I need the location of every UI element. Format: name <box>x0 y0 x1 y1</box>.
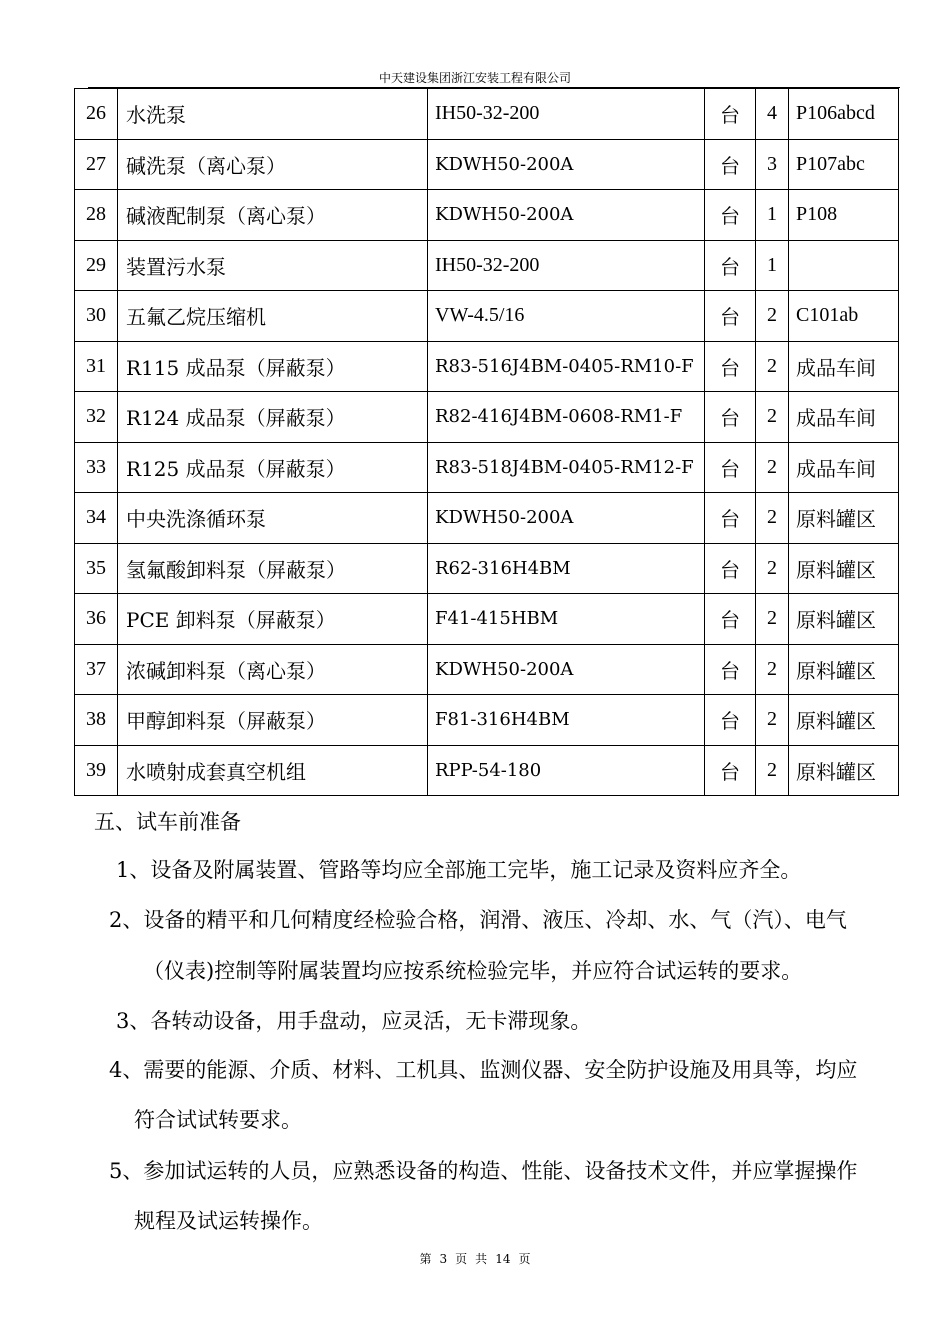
list-item-2-line1: 2、设备的精平和几何精度经检验合格，润滑、液压、冷却、水、气（汽）、电气 <box>109 908 847 932</box>
table-row <box>75 291 899 342</box>
equipment-unit: 台 <box>705 644 756 695</box>
equipment-qty: 2 <box>756 291 789 342</box>
total-pages: 14 <box>495 1252 511 1266</box>
table-row <box>75 139 899 190</box>
equipment-unit: 台 <box>705 139 756 190</box>
equipment-name: R125 成品泵（屏蔽泵） <box>118 442 428 493</box>
equipment-name: 中央洗涤循环泵 <box>118 493 428 544</box>
equipment-location: 原料罐区 <box>789 695 899 746</box>
equipment-unit: 台 <box>705 442 756 493</box>
equipment-name: 浓碱卸料泵（离心泵） <box>118 644 428 695</box>
list-item-5-line1: 5、参加试运转的人员，应熟悉设备的构造、性能、设备技术文件，并应掌握操作 <box>109 1159 858 1183</box>
table-row <box>75 594 899 645</box>
table-row <box>75 493 899 544</box>
footer-label-ye: 页 <box>455 1252 468 1266</box>
row-number: 31 <box>75 341 118 392</box>
equipment-name: R124 成品泵（屏蔽泵） <box>118 392 428 443</box>
equipment-location: P107abc <box>789 139 899 190</box>
equipment-location: 成品车间 <box>789 392 899 443</box>
equipment-unit: 台 <box>705 392 756 443</box>
equipment-name: 碱洗泵（离心泵） <box>118 139 428 190</box>
table-row <box>75 442 899 493</box>
equipment-qty: 2 <box>756 594 789 645</box>
equipment-qty: 2 <box>756 644 789 695</box>
equipment-name: 水洗泵 <box>118 89 428 140</box>
equipment-name: 碱液配制泵（离心泵） <box>118 190 428 241</box>
page-footer <box>0 1250 950 1267</box>
equipment-location: 原料罐区 <box>789 644 899 695</box>
equipment-model: KDWH50-200A <box>428 190 705 241</box>
equipment-qty: 4 <box>756 89 789 140</box>
equipment-location: 成品车间 <box>789 341 899 392</box>
equipment-location: 原料罐区 <box>789 493 899 544</box>
row-number: 39 <box>75 745 118 796</box>
row-number: 30 <box>75 291 118 342</box>
equipment-unit: 台 <box>705 341 756 392</box>
list-item-4-line1: 4、需要的能源、介质、材料、工机具、监测仪器、安全防护设施及用具等，均应 <box>109 1058 858 1082</box>
page-header: 中天建设集团浙江安装工程有限公司 <box>378 71 571 85</box>
list-item-5-line2: 规程及试运转操作。 <box>134 1209 323 1233</box>
equipment-name: 氢氟酸卸料泵（屏蔽泵） <box>118 543 428 594</box>
equipment-name: 水喷射成套真空机组 <box>118 745 428 796</box>
equipment-unit: 台 <box>705 594 756 645</box>
equipment-qty: 2 <box>756 442 789 493</box>
equipment-name: PCE 卸料泵（屏蔽泵） <box>118 594 428 645</box>
equipment-location: 成品车间 <box>789 442 899 493</box>
table-row <box>75 745 899 796</box>
equipment-qty: 2 <box>756 493 789 544</box>
equipment-unit: 台 <box>705 543 756 594</box>
equipment-unit: 台 <box>705 240 756 291</box>
row-number: 37 <box>75 644 118 695</box>
equipment-location: P106abcd <box>789 89 899 140</box>
equipment-location: C101ab <box>789 291 899 342</box>
equipment-qty: 2 <box>756 695 789 746</box>
list-item-4-line2: 符合试试转要求。 <box>134 1108 302 1132</box>
equipment-qty: 1 <box>756 240 789 291</box>
equipment-model: IH50-32-200 <box>428 89 705 140</box>
equipment-model: R83-518J4BM-0405-RM12-F <box>428 442 705 493</box>
row-number: 35 <box>75 543 118 594</box>
equipment-name: 甲醇卸料泵（屏蔽泵） <box>118 695 428 746</box>
equipment-unit: 台 <box>705 89 756 140</box>
equipment-qty: 2 <box>756 341 789 392</box>
table-row <box>75 392 899 443</box>
equipment-location: 原料罐区 <box>789 745 899 796</box>
equipment-model: KDWH50-200A <box>428 139 705 190</box>
equipment-location <box>789 240 899 291</box>
list-item-2-line2: （仪表)控制等附属装置均应按系统检验完毕，并应符合试运转的要求。 <box>143 959 803 983</box>
equipment-model: KDWH50-200A <box>428 493 705 544</box>
row-number: 32 <box>75 392 118 443</box>
list-item-1-line1: 1、设备及附属装置、管路等均应全部施工完毕，施工记录及资料应齐全。 <box>116 858 802 882</box>
row-number: 26 <box>75 89 118 140</box>
table-row <box>75 89 899 140</box>
row-number: 27 <box>75 139 118 190</box>
footer-label-di: 第 <box>419 1252 432 1266</box>
equipment-location: P108 <box>789 190 899 241</box>
equipment-unit: 台 <box>705 493 756 544</box>
equipment-model: R62-316H4BM <box>428 543 705 594</box>
equipment-model: VW-4.5/16 <box>428 291 705 342</box>
equipment-model: KDWH50-200A <box>428 644 705 695</box>
equipment-model: R83-516J4BM-0405-RM10-F <box>428 341 705 392</box>
footer-label-ye2: 页 <box>518 1252 531 1266</box>
equipment-name: 装置污水泵 <box>118 240 428 291</box>
equipment-location: 原料罐区 <box>789 594 899 645</box>
equipment-unit: 台 <box>705 695 756 746</box>
equipment-qty: 2 <box>756 745 789 796</box>
equipment-qty: 1 <box>756 190 789 241</box>
table-row <box>75 341 899 392</box>
equipment-name: R115 成品泵（屏蔽泵） <box>118 341 428 392</box>
section-title: 五、试车前准备 <box>94 810 241 834</box>
footer-label-gong: 共 <box>475 1252 488 1266</box>
equipment-model: RPP-54-180 <box>428 745 705 796</box>
equipment-qty: 2 <box>756 392 789 443</box>
equipment-model: F81-316H4BM <box>428 695 705 746</box>
row-number: 29 <box>75 240 118 291</box>
table-row <box>75 644 899 695</box>
table-row <box>75 695 899 746</box>
equipment-table <box>74 88 899 796</box>
row-number: 38 <box>75 695 118 746</box>
equipment-unit: 台 <box>705 190 756 241</box>
equipment-model: IH50-32-200 <box>428 240 705 291</box>
row-number: 33 <box>75 442 118 493</box>
page-number: 3 <box>439 1252 448 1266</box>
equipment-unit: 台 <box>705 291 756 342</box>
row-number: 36 <box>75 594 118 645</box>
equipment-qty: 3 <box>756 139 789 190</box>
table-row <box>75 240 899 291</box>
equipment-unit: 台 <box>705 745 756 796</box>
equipment-name: 五氟乙烷压缩机 <box>118 291 428 342</box>
list-item-3-line1: 3、各转动设备，用手盘动，应灵活，无卡滞现象。 <box>116 1009 592 1033</box>
table-row <box>75 190 899 241</box>
equipment-qty: 2 <box>756 543 789 594</box>
equipment-location: 原料罐区 <box>789 543 899 594</box>
table-row <box>75 543 899 594</box>
equipment-model: F41-415HBM <box>428 594 705 645</box>
equipment-model: R82-416J4BM-0608-RM1-F <box>428 392 705 443</box>
row-number: 28 <box>75 190 118 241</box>
row-number: 34 <box>75 493 118 544</box>
